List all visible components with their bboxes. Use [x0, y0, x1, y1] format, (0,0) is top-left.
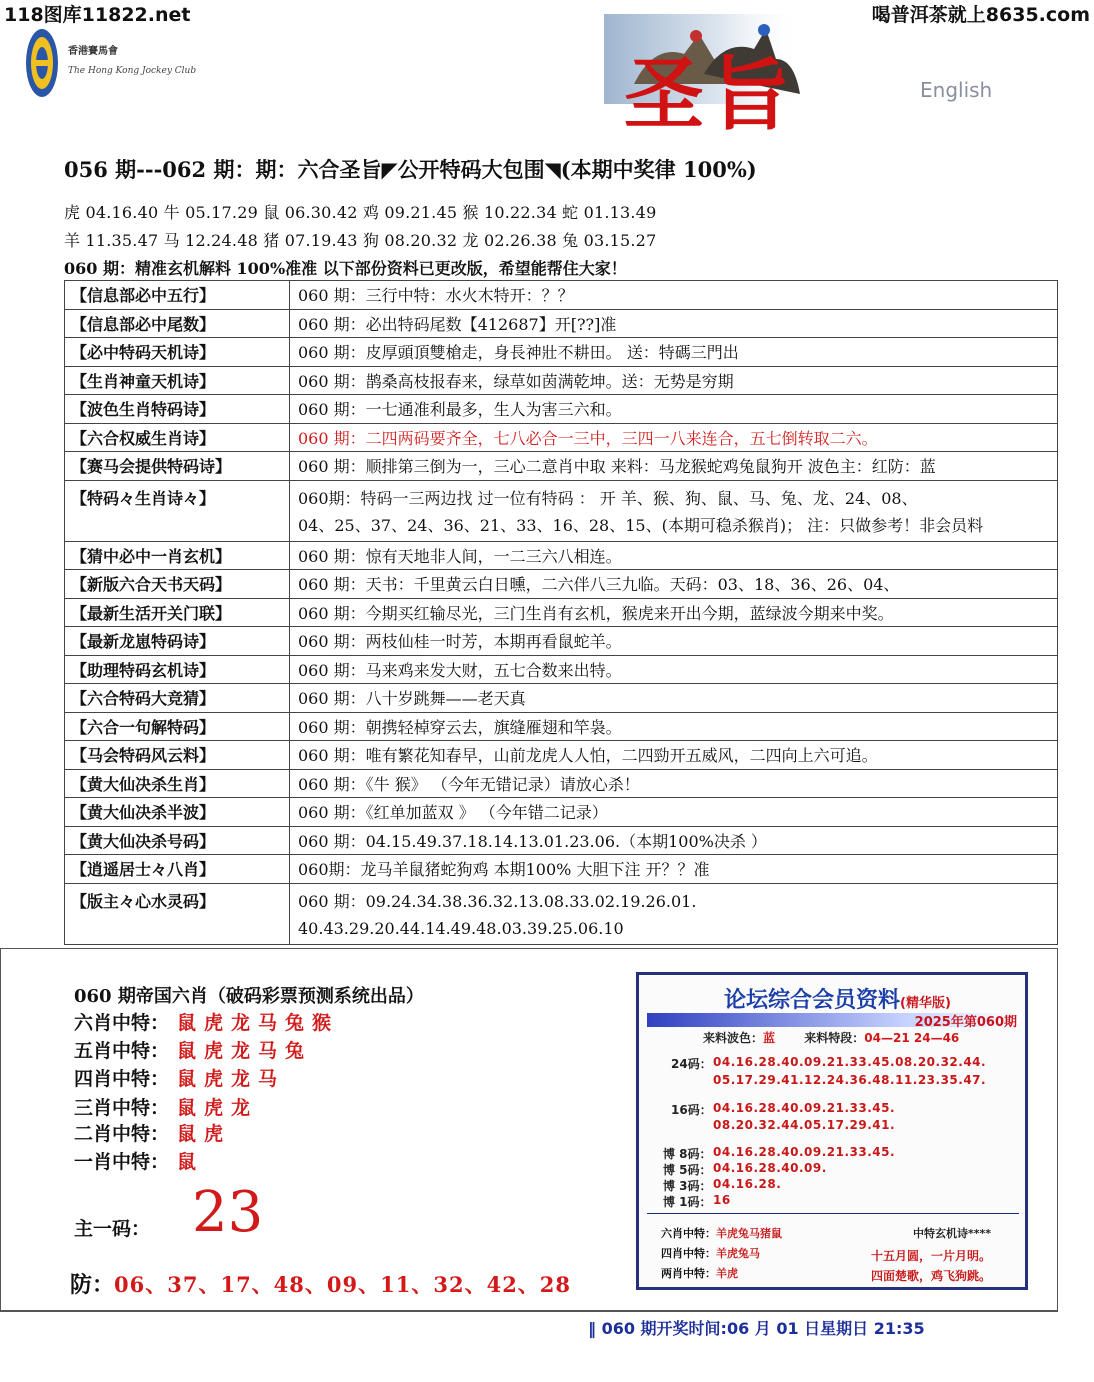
- code16-line: 04.16.28.40.09.21.33.45.: [713, 1101, 896, 1115]
- row-value: 060 期：顺排第三倒为一，三心二意肖中取 来料：马龙猴蛇鸡兔鼠狗开 波色主：红防：蓝: [290, 452, 1058, 481]
- row-label: 【信息部必中尾数】: [65, 309, 290, 338]
- footer-value: 羊虎兔马猪鼠: [716, 1227, 782, 1240]
- backup-label: 防：: [70, 1272, 115, 1298]
- code16-label: 16码：: [671, 1103, 712, 1117]
- row-value: 060 期：天书：千里黄云白日曛，二六伴八三九临。天码：03、18、36、26、04、: [290, 570, 1058, 599]
- row-label: 【新版六合天书天码】: [65, 570, 290, 599]
- table-row: [65, 712, 1058, 741]
- row-value: 060 期：唯有繁花知春早，山前龙虎人人怕，二四勁开五威风，二四向上六可追。: [290, 741, 1058, 770]
- banner-title: 圣旨: [624, 47, 796, 141]
- jockey-club-emblem-icon: [24, 26, 64, 100]
- table-row: [65, 309, 1058, 338]
- draw-time: ‖ 060 期开奖时间:06 月 01 日星期日 21:35: [588, 1319, 925, 1338]
- meta-value: 蓝: [763, 1031, 776, 1045]
- main-code-number: 23: [192, 1180, 264, 1245]
- card-issue: 2025年第060期: [914, 1015, 1017, 1030]
- row-label: 【信息部必中五行】: [65, 281, 290, 310]
- card-divider: [647, 1213, 1019, 1214]
- page-title: 056 期---062 期：期：六合圣旨◤公开特码大包围◥(本期中奖律 100%): [64, 157, 757, 182]
- logo-english-name: The Hong Kong Jockey Club: [68, 66, 197, 76]
- table-row: [65, 798, 1058, 827]
- tier-zodiac: 鼠虎龙马兔: [177, 1040, 313, 1062]
- row-value: 060期：龙马羊鼠猪蛇狗鸡 本期100% 大胆下注 开？？准: [290, 855, 1058, 884]
- tier-label: 四肖中特：: [74, 1068, 170, 1090]
- card-footer-item: [661, 1245, 760, 1261]
- row-value-continued: 04、25、37、24、36、21、33、16、28、15、(本期可稳杀猴肖)； 注：只做参考！非会员料: [298, 515, 984, 535]
- code24-line: 05.17.29.41.12.24.36.48.11.23.35.47.: [713, 1073, 987, 1087]
- row-label: 【猜中必中一肖玄机】: [65, 541, 290, 570]
- bo1-value: 16: [713, 1193, 731, 1207]
- row-label: 【版主々心水灵码】: [65, 883, 290, 944]
- row-value: 060 期：09.24.34.38.36.32.13.08.33.02.19.26.01.: [298, 891, 697, 911]
- row-value: 060 期：惊有天地非人间，一二三六八相连。: [290, 541, 1058, 570]
- table-row: [65, 598, 1058, 627]
- footer-value: 羊虎: [716, 1267, 738, 1280]
- forum-member-card: [636, 972, 1028, 1290]
- divider-line: [0, 1310, 1058, 1311]
- table-row: [65, 366, 1058, 395]
- tier-label: 五肖中特：: [74, 1040, 170, 1062]
- row-value: 060 期：二四两码要齐全，七八必合一三中，三四一八来连合，五七倒转取二六。: [290, 423, 1058, 452]
- table-row: [65, 883, 1058, 944]
- row-value: 060 期：今期买红输尽光，三门生肖有玄机，猴虎来开出今期，蓝绿波今期来中奖。: [290, 598, 1058, 627]
- table-row: [65, 826, 1058, 855]
- row-label: 【逍遥居士々八肖】: [65, 855, 290, 884]
- table-row: [65, 541, 1058, 570]
- row-value: 060期：特码一三两边找 过一位有特码 ： 开 羊、猴、狗、鼠、马、兔、龙、24、08、: [298, 488, 918, 508]
- zodiac-numbers-line: 虎 04.16.40 牛 05.17.29 鼠 06.30.42 鸡 09.21.45 猴 10.22.34 蛇 01.13.49: [64, 203, 657, 222]
- code16-line: 08.20.32.44.05.17.29.41.: [713, 1118, 896, 1132]
- row-value: 060 期：一七通准利最多，生人为害三六和。: [290, 395, 1058, 424]
- tier-row: [74, 1093, 258, 1120]
- footer-label: 两肖中特：: [661, 1267, 716, 1280]
- card-footer-item: [661, 1265, 738, 1281]
- table-row: [65, 281, 1058, 310]
- card-title-sub: (精华版): [900, 996, 951, 1011]
- six-zodiac-title: 060 期帝国六肖（破码彩票预测系统出品）: [74, 986, 424, 1007]
- tier-label: 六肖中特：: [74, 1012, 170, 1034]
- tier-zodiac: 鼠: [177, 1151, 205, 1173]
- bo1-label: 博 1码：: [663, 1195, 712, 1209]
- backup-numbers: [70, 1268, 571, 1299]
- backup-number-list: 06、37、17、48、09、11、32、42、28: [114, 1272, 572, 1297]
- bo8-label: 博 8码：: [663, 1147, 712, 1161]
- row-label: 【赛马会提供特码诗】: [65, 452, 290, 481]
- bo3-value: 04.16.28.: [713, 1177, 782, 1191]
- row-value: 060 期：《红单加蓝双 》 （今年错二记录）: [290, 798, 1058, 827]
- intro-text: 060 期：精准玄机解料 100%准准 以下部份资料已更改版，希望能帮住大家！: [64, 259, 627, 278]
- row-value: 060 期：八十岁跳舞——老天真: [290, 684, 1058, 713]
- meta-label: 来料波色：: [703, 1031, 764, 1045]
- row-label: 【六合一句解特码】: [65, 712, 290, 741]
- row-value: 060 期：必出特码尾数【412687】开[??]准: [290, 309, 1058, 338]
- table-row: [65, 452, 1058, 481]
- row-label: 【波色生肖特码诗】: [65, 395, 290, 424]
- tier-row: [74, 1147, 204, 1174]
- row-label: 【黄大仙决杀半波】: [65, 798, 290, 827]
- table-row: [65, 570, 1058, 599]
- tier-zodiac: 鼠虎龙马: [177, 1068, 286, 1090]
- bo5-label: 博 5码：: [663, 1163, 712, 1177]
- meta-value: 04—21 24—46: [864, 1031, 960, 1045]
- row-value: 060 期：皮厚頭頂雙槍走，身長神壯不耕田。 送：特碼三門出: [290, 338, 1058, 367]
- row-value: 060 期：马来鸡来发大财，五七合数来出特。: [290, 655, 1058, 684]
- bo5-value: 04.16.28.40.09.: [713, 1161, 827, 1175]
- prediction-table: [64, 280, 1058, 945]
- table-row: [65, 741, 1058, 770]
- tier-label: 三肖中特：: [74, 1097, 170, 1119]
- table-row: [65, 684, 1058, 713]
- row-value: 060 期：朝携轻棹穿云去，旗缝雁翅和竿袅。: [290, 712, 1058, 741]
- table-row: [65, 855, 1058, 884]
- card-footer-item: [661, 1225, 782, 1241]
- row-value-continued: 40.43.29.20.44.14.49.48.03.39.25.06.10: [298, 918, 624, 938]
- site-link-right[interactable]: 喝普洱茶就上8635.com: [871, 4, 1090, 26]
- row-value: 060 期：三行中特：水火木特开：？？: [290, 281, 1058, 310]
- row-value: 060 期：《牛 猴》 （今年无错记录）请放心杀！: [290, 769, 1058, 798]
- row-value: 060 期：两枝仙桂一时芳，本期再看鼠蛇羊。: [290, 627, 1058, 656]
- row-label: 【六合特码大竞猜】: [65, 684, 290, 713]
- table-row: [65, 627, 1058, 656]
- table-row: [65, 423, 1058, 452]
- row-label: 【最新龙崽特码诗】: [65, 627, 290, 656]
- footer-label: 四肖中特：: [661, 1247, 716, 1260]
- poem-line: 十五月圆，一片月明。: [871, 1249, 992, 1263]
- site-link-left[interactable]: 118图库11822.net: [4, 4, 191, 26]
- code24-line: 04.16.28.40.09.21.33.45.08.20.32.44.: [713, 1055, 987, 1069]
- row-value: 060 期：04.15.49.37.18.14.13.01.23.06.（本期100%决杀 ）: [290, 826, 1058, 855]
- table-row: [65, 769, 1058, 798]
- meta-label: 来料特段：: [804, 1031, 865, 1045]
- tier-label: 一肖中特：: [74, 1151, 170, 1173]
- row-value: 060 期：鹊桑高枝报春来，绿草如茵满乾坤。送：无势是穷期: [290, 366, 1058, 395]
- row-label: 【黄大仙决杀生肖】: [65, 769, 290, 798]
- code24-label: 24码：: [671, 1057, 712, 1071]
- main-code-label: 主一码：: [74, 1218, 151, 1240]
- row-label: 【助理特码玄机诗】: [65, 655, 290, 684]
- footer-value: 羊虎兔马: [716, 1247, 760, 1260]
- row-label: 【黄大仙决杀号码】: [65, 826, 290, 855]
- row-label: 【特码々生肖诗々】: [65, 480, 290, 541]
- tier-row: [74, 1008, 339, 1035]
- jockey-club-logo: [24, 26, 197, 100]
- table-row: [65, 338, 1058, 367]
- english-link[interactable]: English: [920, 78, 993, 102]
- logo-chinese-name: 香港賽馬會: [68, 46, 118, 57]
- bo8-value: 04.16.28.40.09.21.33.45.: [713, 1145, 896, 1159]
- footer-label: 六肖中特：: [661, 1227, 716, 1240]
- card-meta: [703, 1029, 959, 1046]
- tier-zodiac: 鼠虎: [177, 1123, 232, 1145]
- tier-row: [74, 1064, 285, 1091]
- poem-title: 中特玄机诗****: [913, 1227, 992, 1240]
- card-title: [724, 983, 951, 1014]
- row-label: 【必中特码天机诗】: [65, 338, 290, 367]
- table-row: [65, 480, 1058, 541]
- table-row: [65, 395, 1058, 424]
- tier-label: 二肖中特：: [74, 1123, 170, 1145]
- row-label: 【生肖神童天机诗】: [65, 366, 290, 395]
- row-label: 【马会特码风云料】: [65, 741, 290, 770]
- card-title-text: 论坛综合会员资料: [724, 988, 901, 1013]
- row-label: 【六合权威生肖诗】: [65, 423, 290, 452]
- poem-line: 四面楚歌，鸡飞狗跳。: [871, 1269, 992, 1283]
- row-label: 【最新生活开关门联】: [65, 598, 290, 627]
- tier-row: [74, 1119, 231, 1146]
- zodiac-numbers-line: 羊 11.35.47 马 12.24.48 猪 07.19.43 狗 08.20.32 龙 02.26.38 兔 03.15.27: [64, 231, 657, 250]
- table-row: [65, 655, 1058, 684]
- bo3-label: 博 3码：: [663, 1179, 712, 1193]
- tier-zodiac: 鼠虎龙: [177, 1097, 259, 1119]
- tier-zodiac: 鼠虎龙马兔猴: [177, 1012, 340, 1034]
- tier-row: [74, 1036, 312, 1063]
